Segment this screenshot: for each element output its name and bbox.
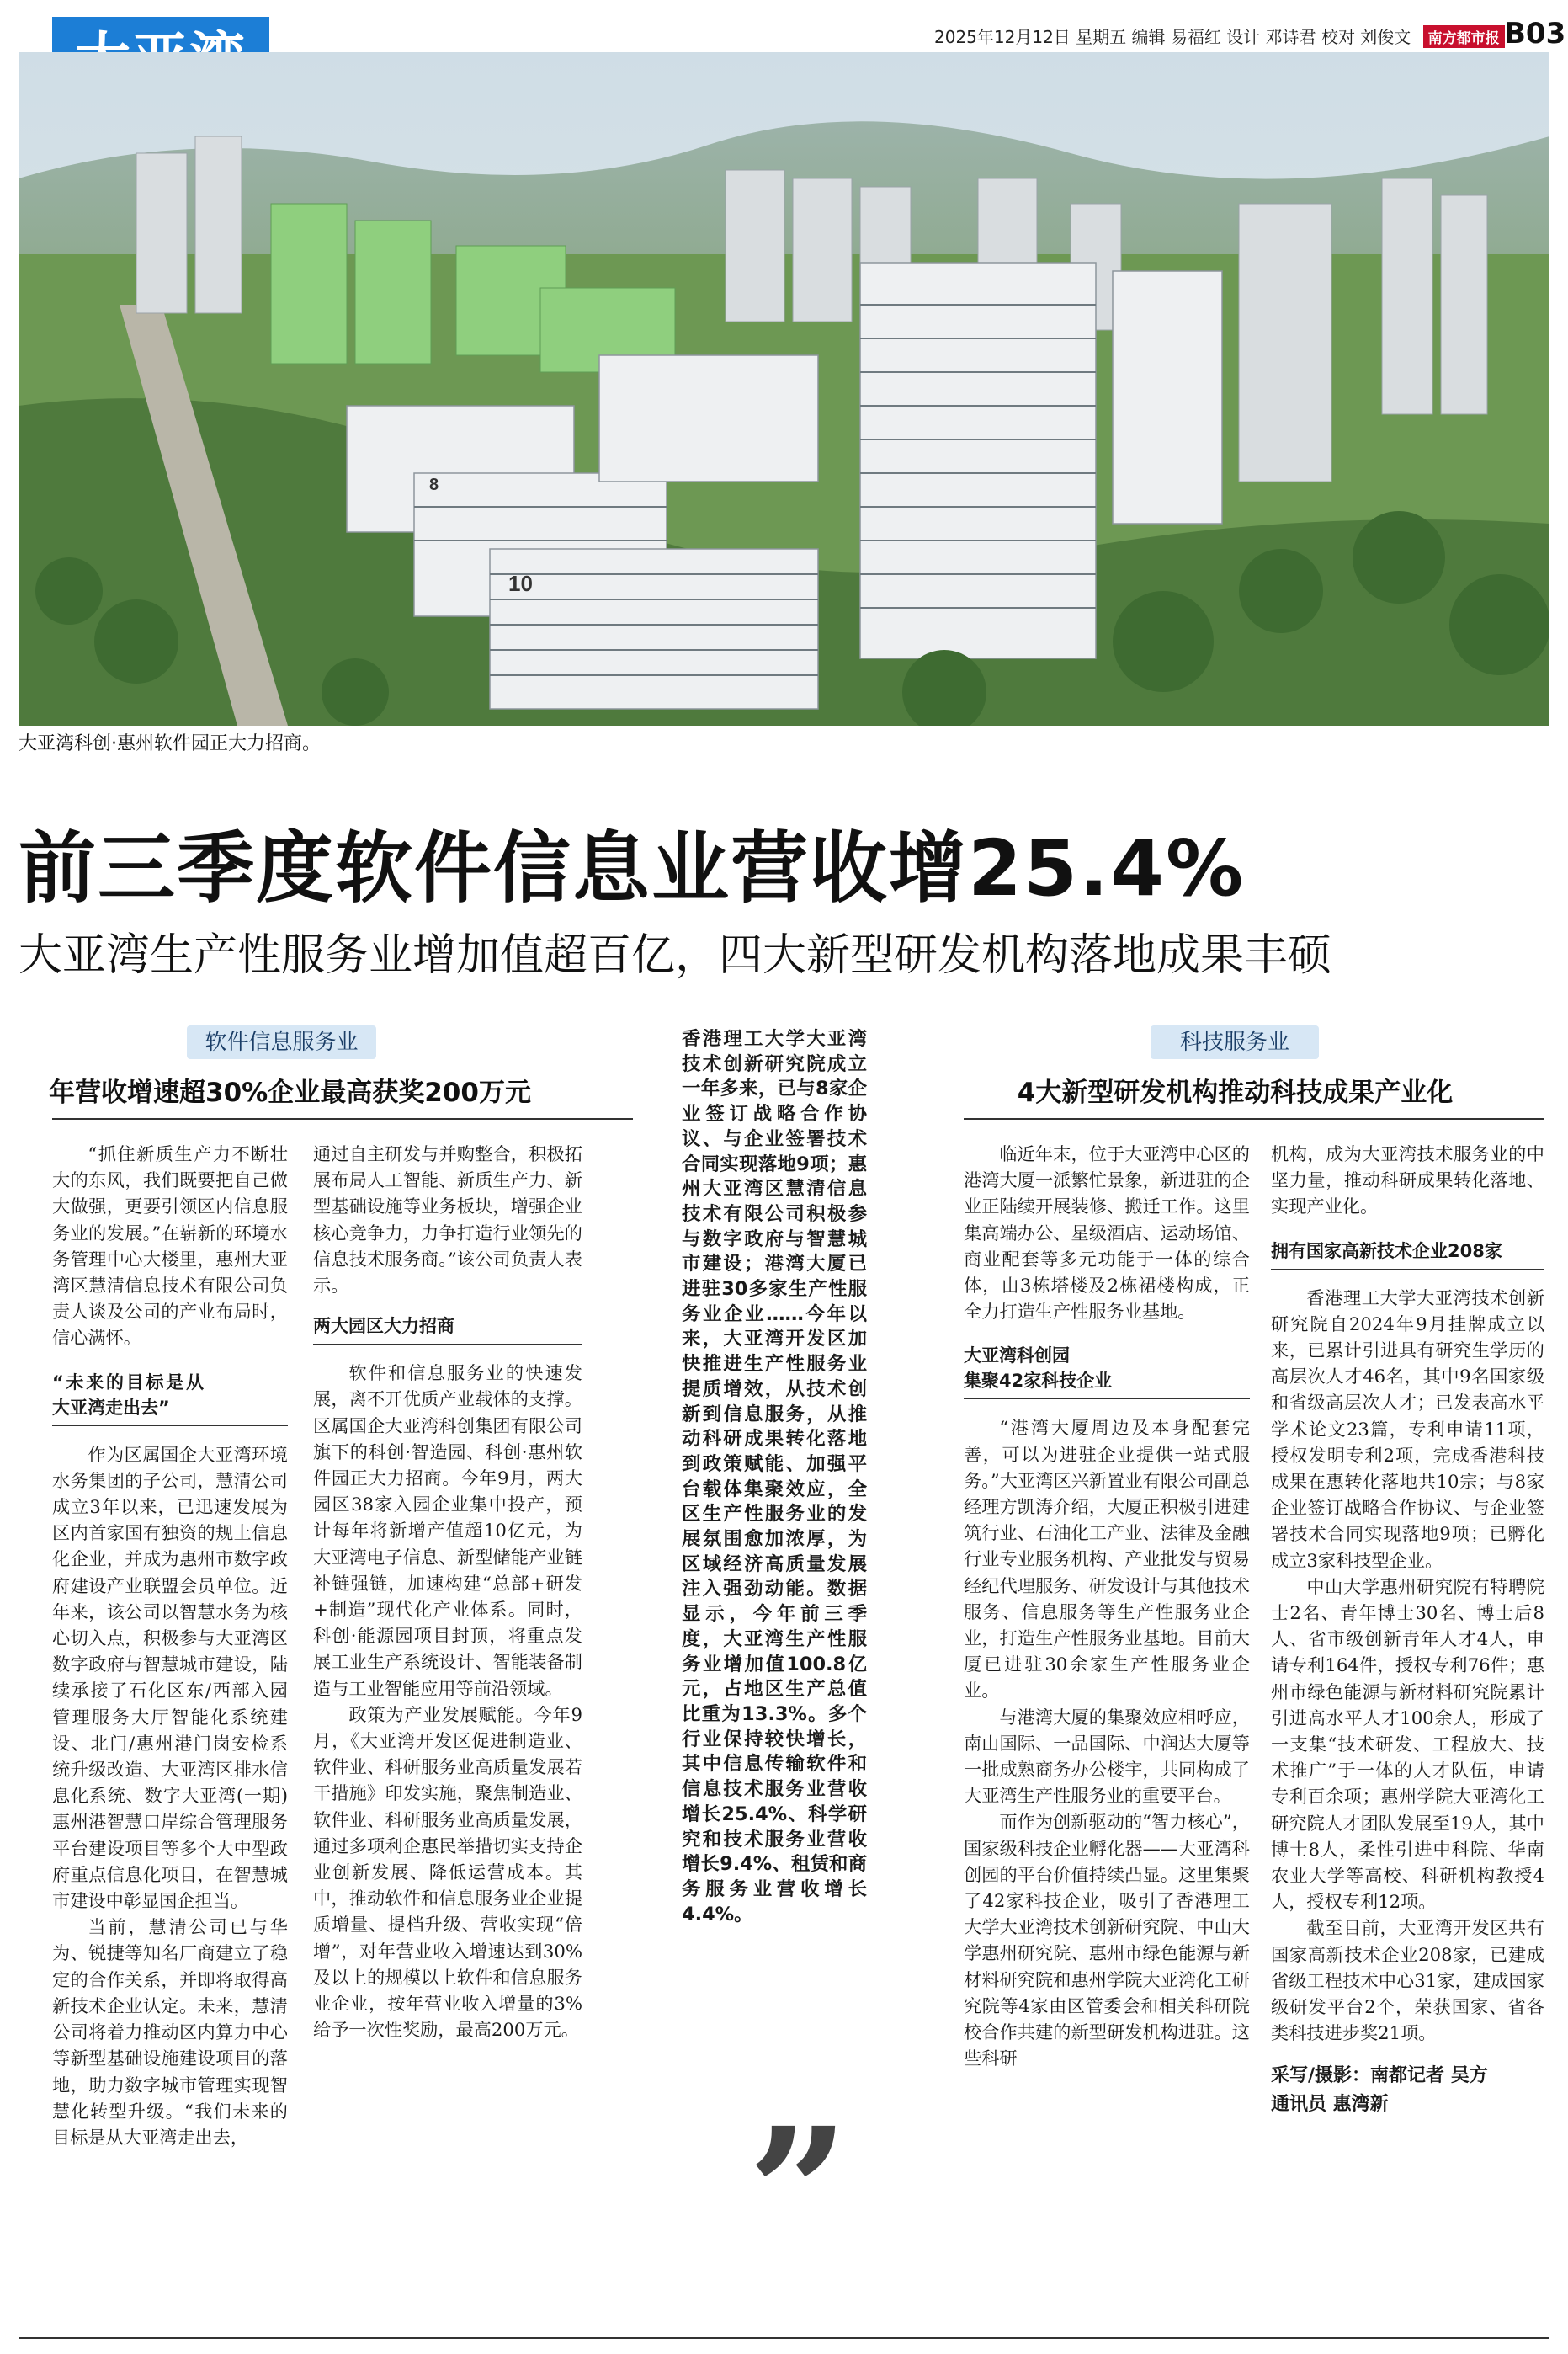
paragraph: 软件和信息服务业的快速发展，离不开优质产业载体的支撑。区属国企大亚湾科创集团有限公司旗下的科创·智造园、科创·惠州软件园正大力招商。今年9月，两大园区38家入园企业集中投产，预计每年将新增产值超10亿元，为大亚湾电子信息、新型储能产业链补链强链，加速构建“总部+研发+制造”现代化产业体系。同时，科创·能源园项目封顶，将重点发展工业生产系统设计、智能装备制造与工业智能应用等前沿领域。 [313, 1362, 582, 1699]
paragraph: 当前，慧清公司已与华为、锐捷等知名厂商建立了稳定的合作关系，并即将取得高新技术企业认定。未来，慧清公司将着力推动区内算力中心等新型基础设施建设项目的落地，助力数字城市管理实现智慧化转型升级。“我们未来的目标是从大亚湾走出去， [52, 1916, 288, 2148]
photo-caption: 大亚湾科创·惠州软件园正大力招商。 [19, 733, 321, 754]
building-label-8: 8 [429, 476, 439, 494]
summary-text [682, 1027, 867, 1927]
paragraph: 通过自主研发与并购整合，积极拓展布局人工智能、新质生产力、新型基础设施等业务板块，增强企业核心竞争力，力争打造行业领先的信息技术服务商。”该公司负责人表示。 [313, 1143, 582, 1297]
divider [1271, 1269, 1544, 1270]
paragraph: “港湾大厦周边及本身配套完善，可以为进驻企业提供一站式服务。”大亚湾区兴新置业有限公司副总经理方凯涛介绍，大厦正积极引进建筑行业、石油化工产业、法律及金融行业专业服务机构、产业批发与贸易经纪代理服务、研发设计与其他技术服务、信息服务等生产性服务业企业，打造生产性服务业基地。目前大厦已进驻30余家生产性服务业企业。 [964, 1417, 1250, 1702]
page-number: B03 [1504, 17, 1566, 51]
paragraph: 中山大学惠州研究院有特聘院士2名、青年博士30名、博士后8人、省市级创新青年人才4人，申请专利164件，授权专利76件；惠州市绿色能源与新材料研究院累计引进高水平人才100余人，形成了一支集“技术研发、工程放大、技术推广”于一体的人才队伍，申请专利百余项；惠州学院大亚湾化工研究院人才团队发展至19人，其中博士8人，柔性引进中科院、华南农业大学等高校、科研机构教授4人，授权专利12项。 [1271, 1575, 1544, 1913]
subheading-innovation-park-a: 大亚湾科创园 [964, 1345, 1070, 1366]
paragraph: 与港湾大厦的集聚效应相呼应，南山国际、一品国际、中润达大厦等一批成熟商务办公楼宇，共同构成了大亚湾生产性服务业的重要平台。 [964, 1706, 1250, 1807]
divider [52, 1425, 288, 1426]
page-bottom-rule [19, 2337, 1549, 2339]
section-title-software: 年营收增速超30%企业最高获奖200万元 [49, 1078, 531, 1108]
paragraph: 作为区属国企大亚湾环境水务集团的子公司，慧清公司成立3年以来，已迅速发展为区内首家国有独资的规上信息化企业，并成为惠州市数字政府建设产业联盟会员单位。近年来，该公司以智慧水务为核心切入点，积极参与大亚湾区数字政府与智慧城市建设，陆续承接了石化区东/西部入园管理服务大厅智能化系统建设、北门/惠州港门岗安检系统升级改造、大亚湾区排水信息化系统、数字大亚湾(一期)惠州港智慧口岸综合管理服务平台建设项目等多个大中型政府重点信息化项目，在智慧城市建设中彰显国企担当。 [52, 1443, 288, 1912]
cityscape-illustration [19, 52, 1549, 726]
article-column-4 [1271, 1141, 1544, 2119]
cityscape-photo [19, 52, 1549, 726]
section-tag-software: 软件信息服务业 [187, 1025, 376, 1059]
divider [52, 1118, 633, 1120]
paragraph: 香港理工大学大亚湾技术创新研究院自2024年9月挂牌成立以来，已累计引进具有研究生学历的高层次人才46名，其中9名国家级和省级高层次人才；已发表高水平学术论文23篇，专利申请11项，授权发明专利2项，完成香港科技成果在惠转化落地共10宗；与8家企业签订战略合作协议、与企业签署技术合同实现落地9项；已孵化成立3家科技型企业。 [1271, 1286, 1544, 1571]
subheading-future-goal: “未来的目标是从大亚湾走出去” [52, 1371, 204, 1418]
paragraph: 临近年末，位于大亚湾中心区的港湾大厦一派繁忙景象，新进驻的企业正陆续开展装修、搬迁工作。这里集高端办公、星级酒店、运动场馆、商业配套等多元功能于一体的综合体，由3栋塔楼及2栋裙楼构成，正全力打造生产性服务业基地。 [964, 1143, 1250, 1323]
closing-quote-mark: ” [747, 2089, 849, 2297]
paragraph: 政策为产业发展赋能。今年9月，《大亚湾开发区促进制造业、软件业、科研服务业高质量发展若干措施》印发实施，聚焦制造业、软件业、科研服务业高质量发展，通过多项利企惠民举措切实支持企业创新发展、降低运营成本。其中，推动软件和信息服务业企业提质增量、提档升级、营收实现“倍增”，对年营业收入增速达到30%及以上的规模以上软件和信息服务业企业，按年营业收入增量的3%给予一次性奖励，最高200万元。 [313, 1703, 582, 2041]
byline-reporter: 采写/摄影：南都记者 吴方 [1271, 2064, 1488, 2086]
article-column-2 [313, 1141, 582, 2043]
byline-correspondent: 通讯员 惠湾新 [1271, 2093, 1389, 2115]
subheading-high-tech-firms: 拥有国家高新技术企业208家 [1271, 1240, 1502, 1261]
divider [313, 1344, 582, 1345]
paragraph: 机构，成为大亚湾技术服务业的中坚力量，推动科研成果转化落地、实现产业化。 [1271, 1143, 1544, 1217]
building-label-10: 10 [508, 571, 533, 596]
summary-paragraph: 香港理工大学大亚湾技术创新研究院成立一年多来，已与8家企业签订战略合作协议、与企业签署技术合同实现落地9项；惠州大亚湾区慧清信息技术有限公司积极参与数字政府与智慧城市建设；港湾大厦已进驻30多家生产性服务业企业……今年以来，大亚湾开发区加快推进生产性服务业提质增效，从技术创新到信息服务，从推动科研成果转化落地到政策赋能、加强平台载体集聚效应，全区生产性服务业的发展氛围愈加浓厚，为区域经济高质量发展注入强劲动能。数据显示，今年前三季度，大亚湾生产性服务业增加值100.8亿元，占地区生产总值比重为13.3%。多个行业保持较快增长，其中信息传输软件和信息技术服务业营收增长25.4%、科学研究和技术服务业营收增长9.4%、租赁和商务服务业营收增长4.4%。 [682, 1028, 867, 1925]
byline [1271, 2062, 1544, 2119]
paper-name: 南方都市报 [1423, 25, 1505, 48]
paragraph: 截至目前，大亚湾开发区共有国家高新技术企业208家，已建成省级工程技术中心31家，建成国家级研发平台2个，荣获国家、省各类科技进步奖21项。 [1271, 1917, 1544, 2044]
paragraph: 而作为创新驱动的“智力核心”，国家级科技企业孵化器——大亚湾科创园的平台价值持续凸显。这里集聚了42家科技企业，吸引了香港理工大学大亚湾技术创新研究院、中山大学惠州研究院、惠州市绿色能源与新材料研究院和惠州学院大亚湾化工研究院等4家由区管委会和相关科研院校合作共建的新型研发机构进驻。这些科研 [964, 1811, 1250, 2069]
subheading-innovation-park-b: 集聚42家科技企业 [964, 1371, 1113, 1392]
subheadline: 大亚湾生产性服务业增加值超百亿，四大新型研发机构落地成果丰硕 [19, 930, 1332, 981]
divider [964, 1398, 1250, 1399]
issue-info [934, 24, 1512, 48]
section-title-tech-service: 4大新型研发机构推动科技成果产业化 [1017, 1078, 1454, 1108]
section-tag-tech-service: 科技服务业 [1151, 1025, 1319, 1059]
divider [964, 1118, 1544, 1120]
paragraph: “抓住新质生产力不断壮大的东风，我们既要把自己做大做强，更要引领区内信息服务业的发展。”在崭新的环境水务管理中心大楼里，惠州大亚湾区慧清信息技术有限公司负责人谈及公司的产业布局时，信心满怀。 [52, 1143, 288, 1349]
summary-column [682, 1027, 867, 1927]
subheading-parks: 两大园区大力招商 [313, 1316, 454, 1337]
date-and-staff: 2025年12月12日 星期五 编辑 易福红 设计 邓诗君 校对 刘俊文 [934, 27, 1411, 47]
article-column-3 [964, 1141, 1250, 2072]
article-column-1 [52, 1141, 288, 2150]
headline: 前三季度软件信息业营收增25.4% [19, 823, 1246, 913]
